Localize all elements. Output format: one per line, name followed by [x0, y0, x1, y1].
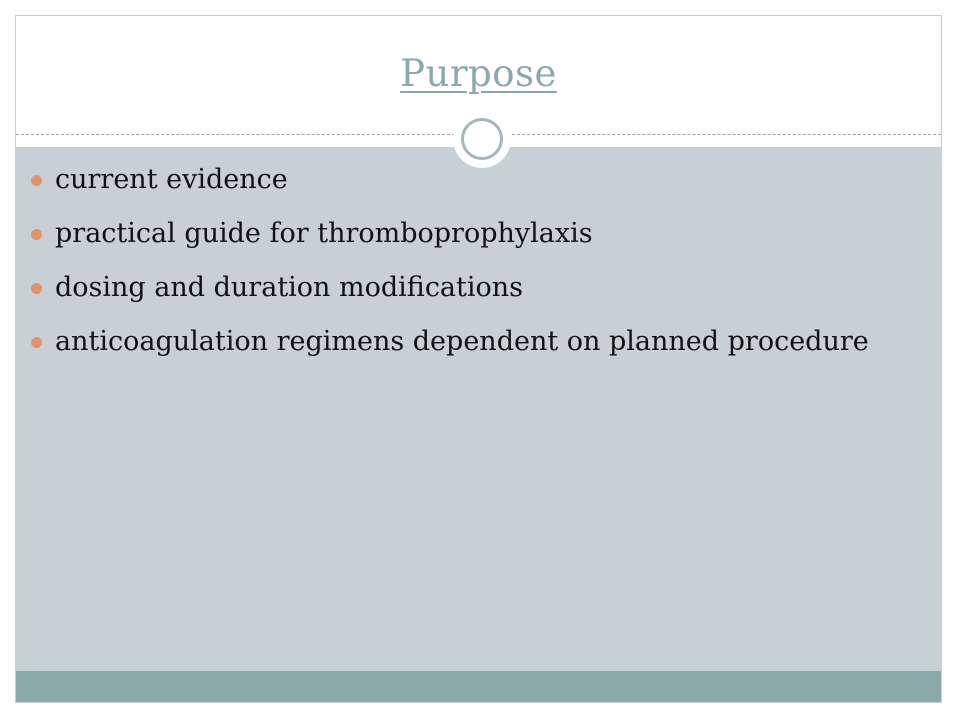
- circle-divider-icon: [453, 110, 511, 168]
- bullet-icon: [31, 175, 42, 186]
- bullet-item: [0, 271, 960, 305]
- bullet-item: [0, 325, 960, 359]
- bullet-text: current evidence: [55, 164, 288, 195]
- footer-bar: [16, 671, 941, 703]
- bullet-text: practical guide for thromboprophylaxis: [55, 218, 593, 249]
- bullet-list: [0, 163, 960, 379]
- bullet-icon: [31, 229, 42, 240]
- bullet-text: anticoagulation regimens dependent on planned procedure: [55, 326, 869, 357]
- bullet-icon: [31, 337, 42, 348]
- bullet-icon: [31, 283, 42, 294]
- slide-title[interactable]: Purpose: [400, 52, 557, 95]
- bullet-item: [0, 163, 960, 197]
- bullet-text: dosing and duration modifications: [55, 272, 524, 303]
- bullet-item: [0, 217, 960, 251]
- circle-ring: [461, 118, 503, 160]
